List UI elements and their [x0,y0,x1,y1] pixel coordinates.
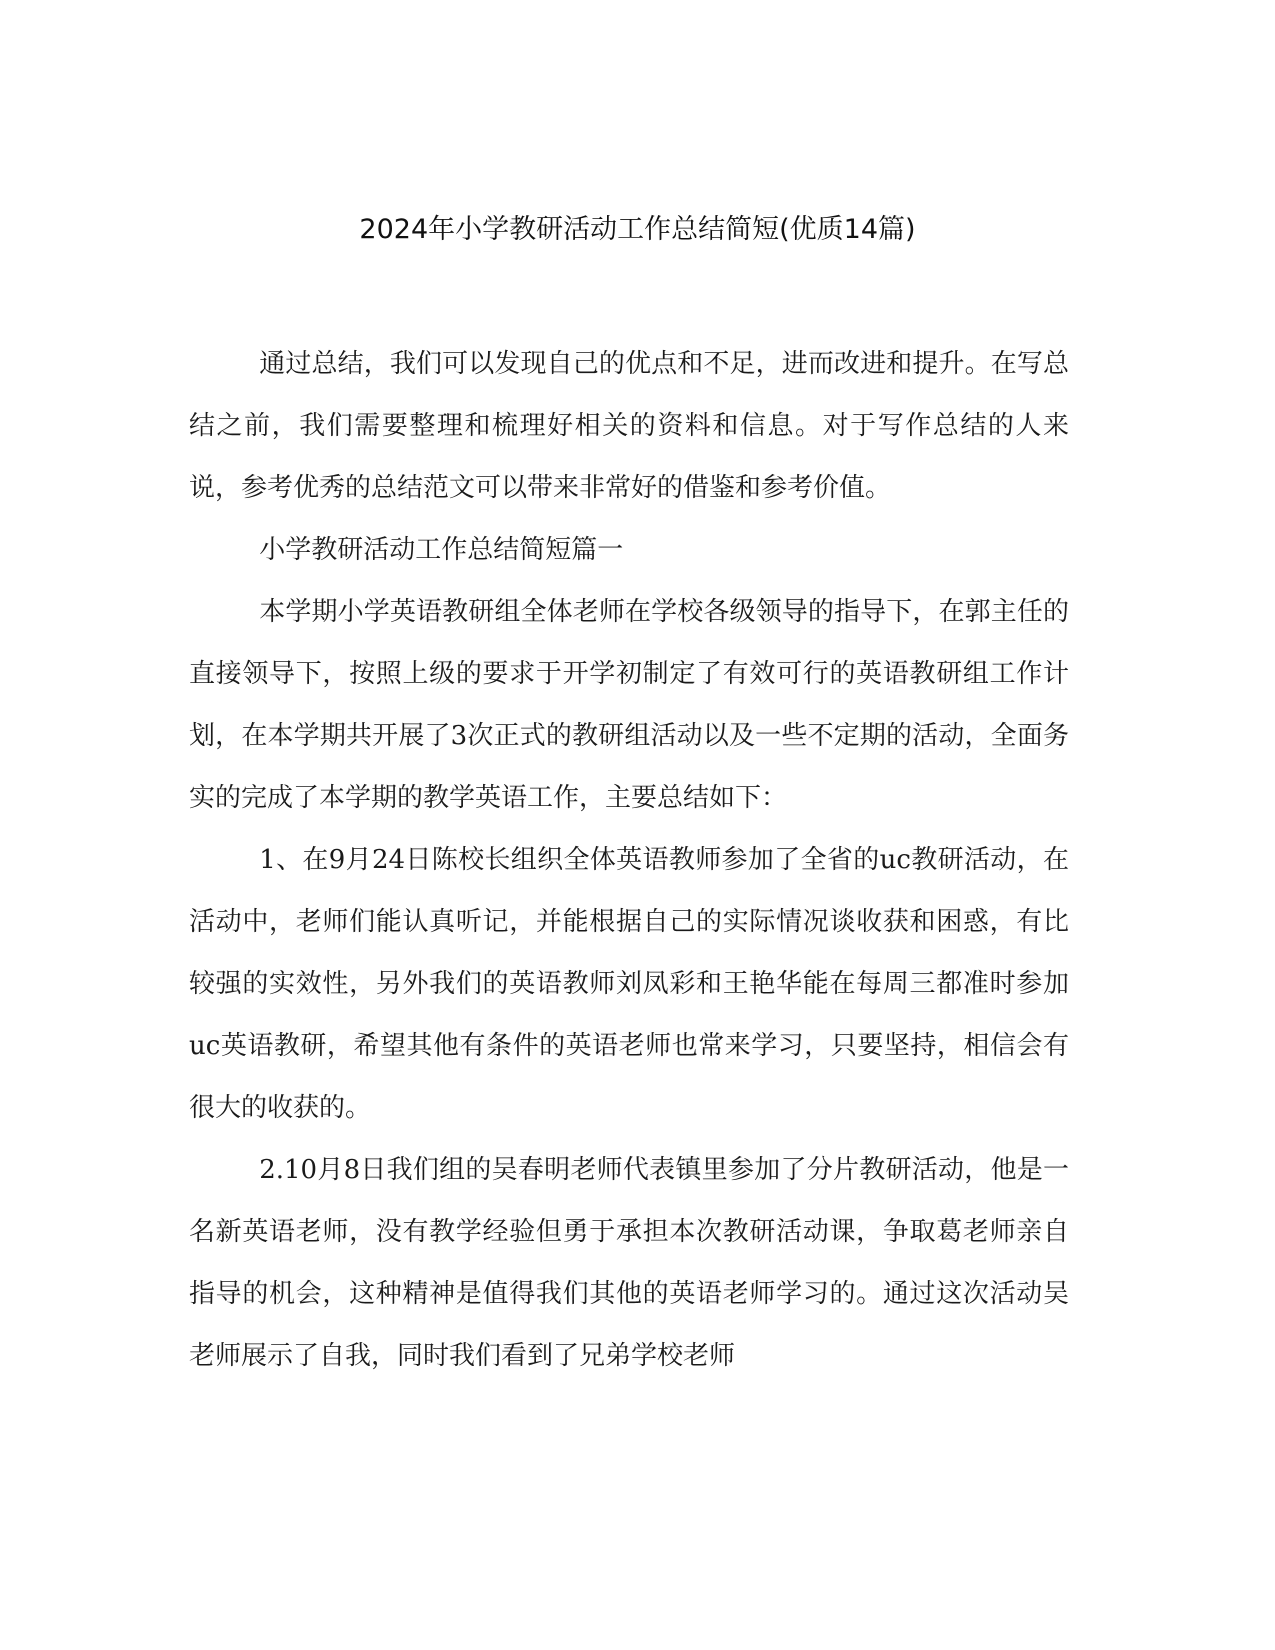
intro-paragraph: 通过总结，我们可以发现自己的优点和不足，进而改进和提升。在写总结之前，我们需要整理和梳理好相关的资料和信息。对于写作总结的人来说，参考优秀的总结范文可以带来非常好的借鉴和参考价值。 [189,349,1069,503]
list-item-paragraph: 2.10月8日我们组的吴春明老师代表镇里参加了分片教研活动，他是一名新英语老师，没有教学经验但勇于承担本次教研活动课，争取葛老师亲自指导的机会，这种精神是值得我们其他的英语老师学习的。通过这次活动吴老师展示了自我，同时我们看到了兄弟学校老师 [189,1155,1069,1371]
list-item-paragraph: 1、在9月24日陈校长组织全体英语教师参加了全省的uc教研活动，在活动中，老师们能认真听记，并能根据自己的实际情况谈收获和困惑，有比较强的实效性，另外我们的英语教师刘凤彩和王艳华能在每周三都准时参加uc英语教研，希望其他有条件的英语老师也常来学习，只要坚持，相信会有很大的收获的。 [189,845,1069,1123]
section-heading: 小学教研活动工作总结简短篇一 [259,535,624,565]
document-body [189,333,1069,1387]
body-paragraph: 本学期小学英语教研组全体老师在学校各级领导的指导下，在郭主任的直接领导下，按照上级的要求于开学初制定了有效可行的英语教研组工作计划，在本学期共开展了3次正式的教研组活动以及一些不定期的活动，全面务实的完成了本学期的教学英语工作，主要总结如下： [189,597,1069,813]
document-title: 2024年小学教研活动工作总结简短(优质14篇) [359,214,916,245]
